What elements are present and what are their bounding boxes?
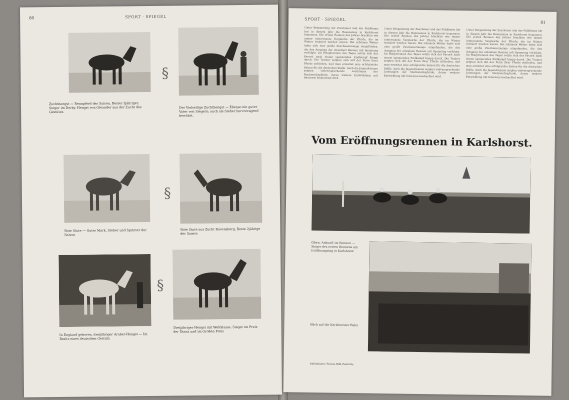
crowd-image bbox=[368, 241, 532, 353]
horse-image bbox=[180, 153, 263, 224]
caption-5: In England geboren, dreijähriger Araber-Hengst — Im Besitz eines deutschen Gestüts bbox=[59, 332, 148, 342]
ornament-divider: § bbox=[161, 65, 169, 82]
photo-horse-5 bbox=[59, 254, 152, 327]
running-head-left: SPORT · SPIEGEL bbox=[125, 13, 167, 20]
ornament-divider: § bbox=[156, 277, 164, 294]
race-image bbox=[312, 154, 531, 233]
caption-2: Der Vielseitige Zuchthengst — Ebenso ein guter Vater von Siegern; auch als Steher hervorragend bewährt. bbox=[179, 104, 259, 119]
caption-4: Rote Stute aus Zucht Ravensberg, Beste 2jährige der Saison bbox=[180, 226, 261, 236]
photo-credit: Aufnahmen: Presse-Bild-Zentrale bbox=[309, 362, 354, 367]
horse-image bbox=[68, 32, 151, 93]
photo-horse-6 bbox=[173, 249, 262, 320]
horse-image bbox=[59, 254, 152, 327]
horse-image bbox=[64, 154, 151, 223]
crowd-caption: Blick auf die Karlshorster Bahn bbox=[310, 322, 359, 328]
photo-horse-3 bbox=[64, 154, 151, 223]
photo-race-finish bbox=[312, 154, 531, 233]
caption-6: Dreijähriger Hengst mit Weltklasse, Sieger im Preis der Diana und im Großen Preis bbox=[173, 324, 258, 334]
body-text-column-2: Unter Bespannung der Zuschauer und des Publikums hat in diesem Jahr die Rennsaison in Karlshorst begonnen. Die ersten Rennen des Jahres brachten wie immer interessante Vergleiche der Pferde, die im Winter trainiert worden waren. Bei schönem Wetter hatte sich eine große Zuschauermenge eingefunden, die den Ausgang der einzelnen Rennen mit Spannung verfolgte. Im Hauptrennen des Tages setzte sich der Favorit nach einem spannenden Endkampf knapp durch. Die Trainer zeigten sich mit der Form ihrer Pferde zufrieden, und man erwartet eine erfolgreiche Saison für die deutschen Ställe. Auch die Jugendrennen zeigten vielversprechende Leistungen der Nachwuchspferde, deren weitere Entwicklung mit Interesse beobachtet wird. bbox=[383, 27, 461, 79]
photo-crowd bbox=[368, 241, 532, 353]
body-text-column-3: Unter Bespannung der Zuschauer und des Publikums hat in diesem Jahr die Rennsaison in Karlshorst begonnen. Die ersten Rennen des Jahres brachten wie immer interessante Vergleiche der Pferde, die im Winter trainiert worden waren. Bei schönem Wetter hatte sich eine große Zuschauermenge eingefunden, die den Ausgang der einzelnen Rennen mit Spannung verfolgte. Im Hauptrennen des Tages setzte sich der Favorit nach einem spannenden Endkampf knapp durch. Die Trainer zeigten sich mit der Form ihrer Pferde zufrieden, und man erwartet eine erfolgreiche Saison für die deutschen Ställe. Auch die Jugendrennen zeigten vielversprechende Leistungen der Nachwuchspferde, deren weitere Entwicklung mit Interesse beobachtet wird. bbox=[465, 28, 543, 80]
caption-1: Zuchthengst — Rennpferd der Saison, Bester 3jähriger, Sieger im Derby. Hengst von Oleander aus der Zucht des Gestütes. bbox=[48, 101, 142, 115]
horse-image bbox=[173, 249, 262, 320]
ornament-divider: § bbox=[163, 185, 172, 202]
race-caption: Oben: Ankunft im Rennen — Sieger des ersten Rennens am Eröffnungstag in Karlshorst bbox=[311, 240, 358, 254]
body-text-column-1: Unter Bespannung der Zuschauer und des Publikums hat in diesem Jahr die Rennsaison in Karlshorst begonnen. Die ersten Rennen des Jahres brachten wie immer interessante Vergleiche der Pferde, die im Winter trainiert worden waren. Bei schönem Wetter hatte sich eine große Zuschauermenge eingefunden, die den Ausgang der einzelnen Rennen mit Spannung verfolgte. Im Hauptrennen des Tages setzte sich der Favorit nach einem spannenden Endkampf knapp durch. Die Trainer zeigten sich mit der Form ihrer Pferde zufrieden, und man erwartet eine erfolgreiche Saison für die deutschen Ställe. Auch die Jugendrennen zeigten vielversprechende Leistungen der Nachwuchspferde, deren weitere Entwicklung mit Interesse beobachtet wird. bbox=[303, 26, 379, 81]
running-head-right: SPORT · SPIEGEL bbox=[304, 16, 346, 22]
photo-horse-1 bbox=[68, 32, 151, 93]
right-page bbox=[283, 8, 556, 396]
page-number-left: 80 bbox=[29, 15, 35, 21]
article-headline: Vom Eröffnungsrennen in Karlshorst. bbox=[311, 134, 533, 150]
photo-horse-4 bbox=[180, 153, 263, 224]
caption-3: Rote Stute — Guter Mark, Steher und Sprinter der Saison bbox=[64, 228, 147, 238]
horse-image bbox=[178, 27, 259, 96]
left-page bbox=[20, 5, 282, 398]
photo-horse-2 bbox=[178, 27, 259, 96]
page-number-right: 81 bbox=[540, 19, 546, 25]
